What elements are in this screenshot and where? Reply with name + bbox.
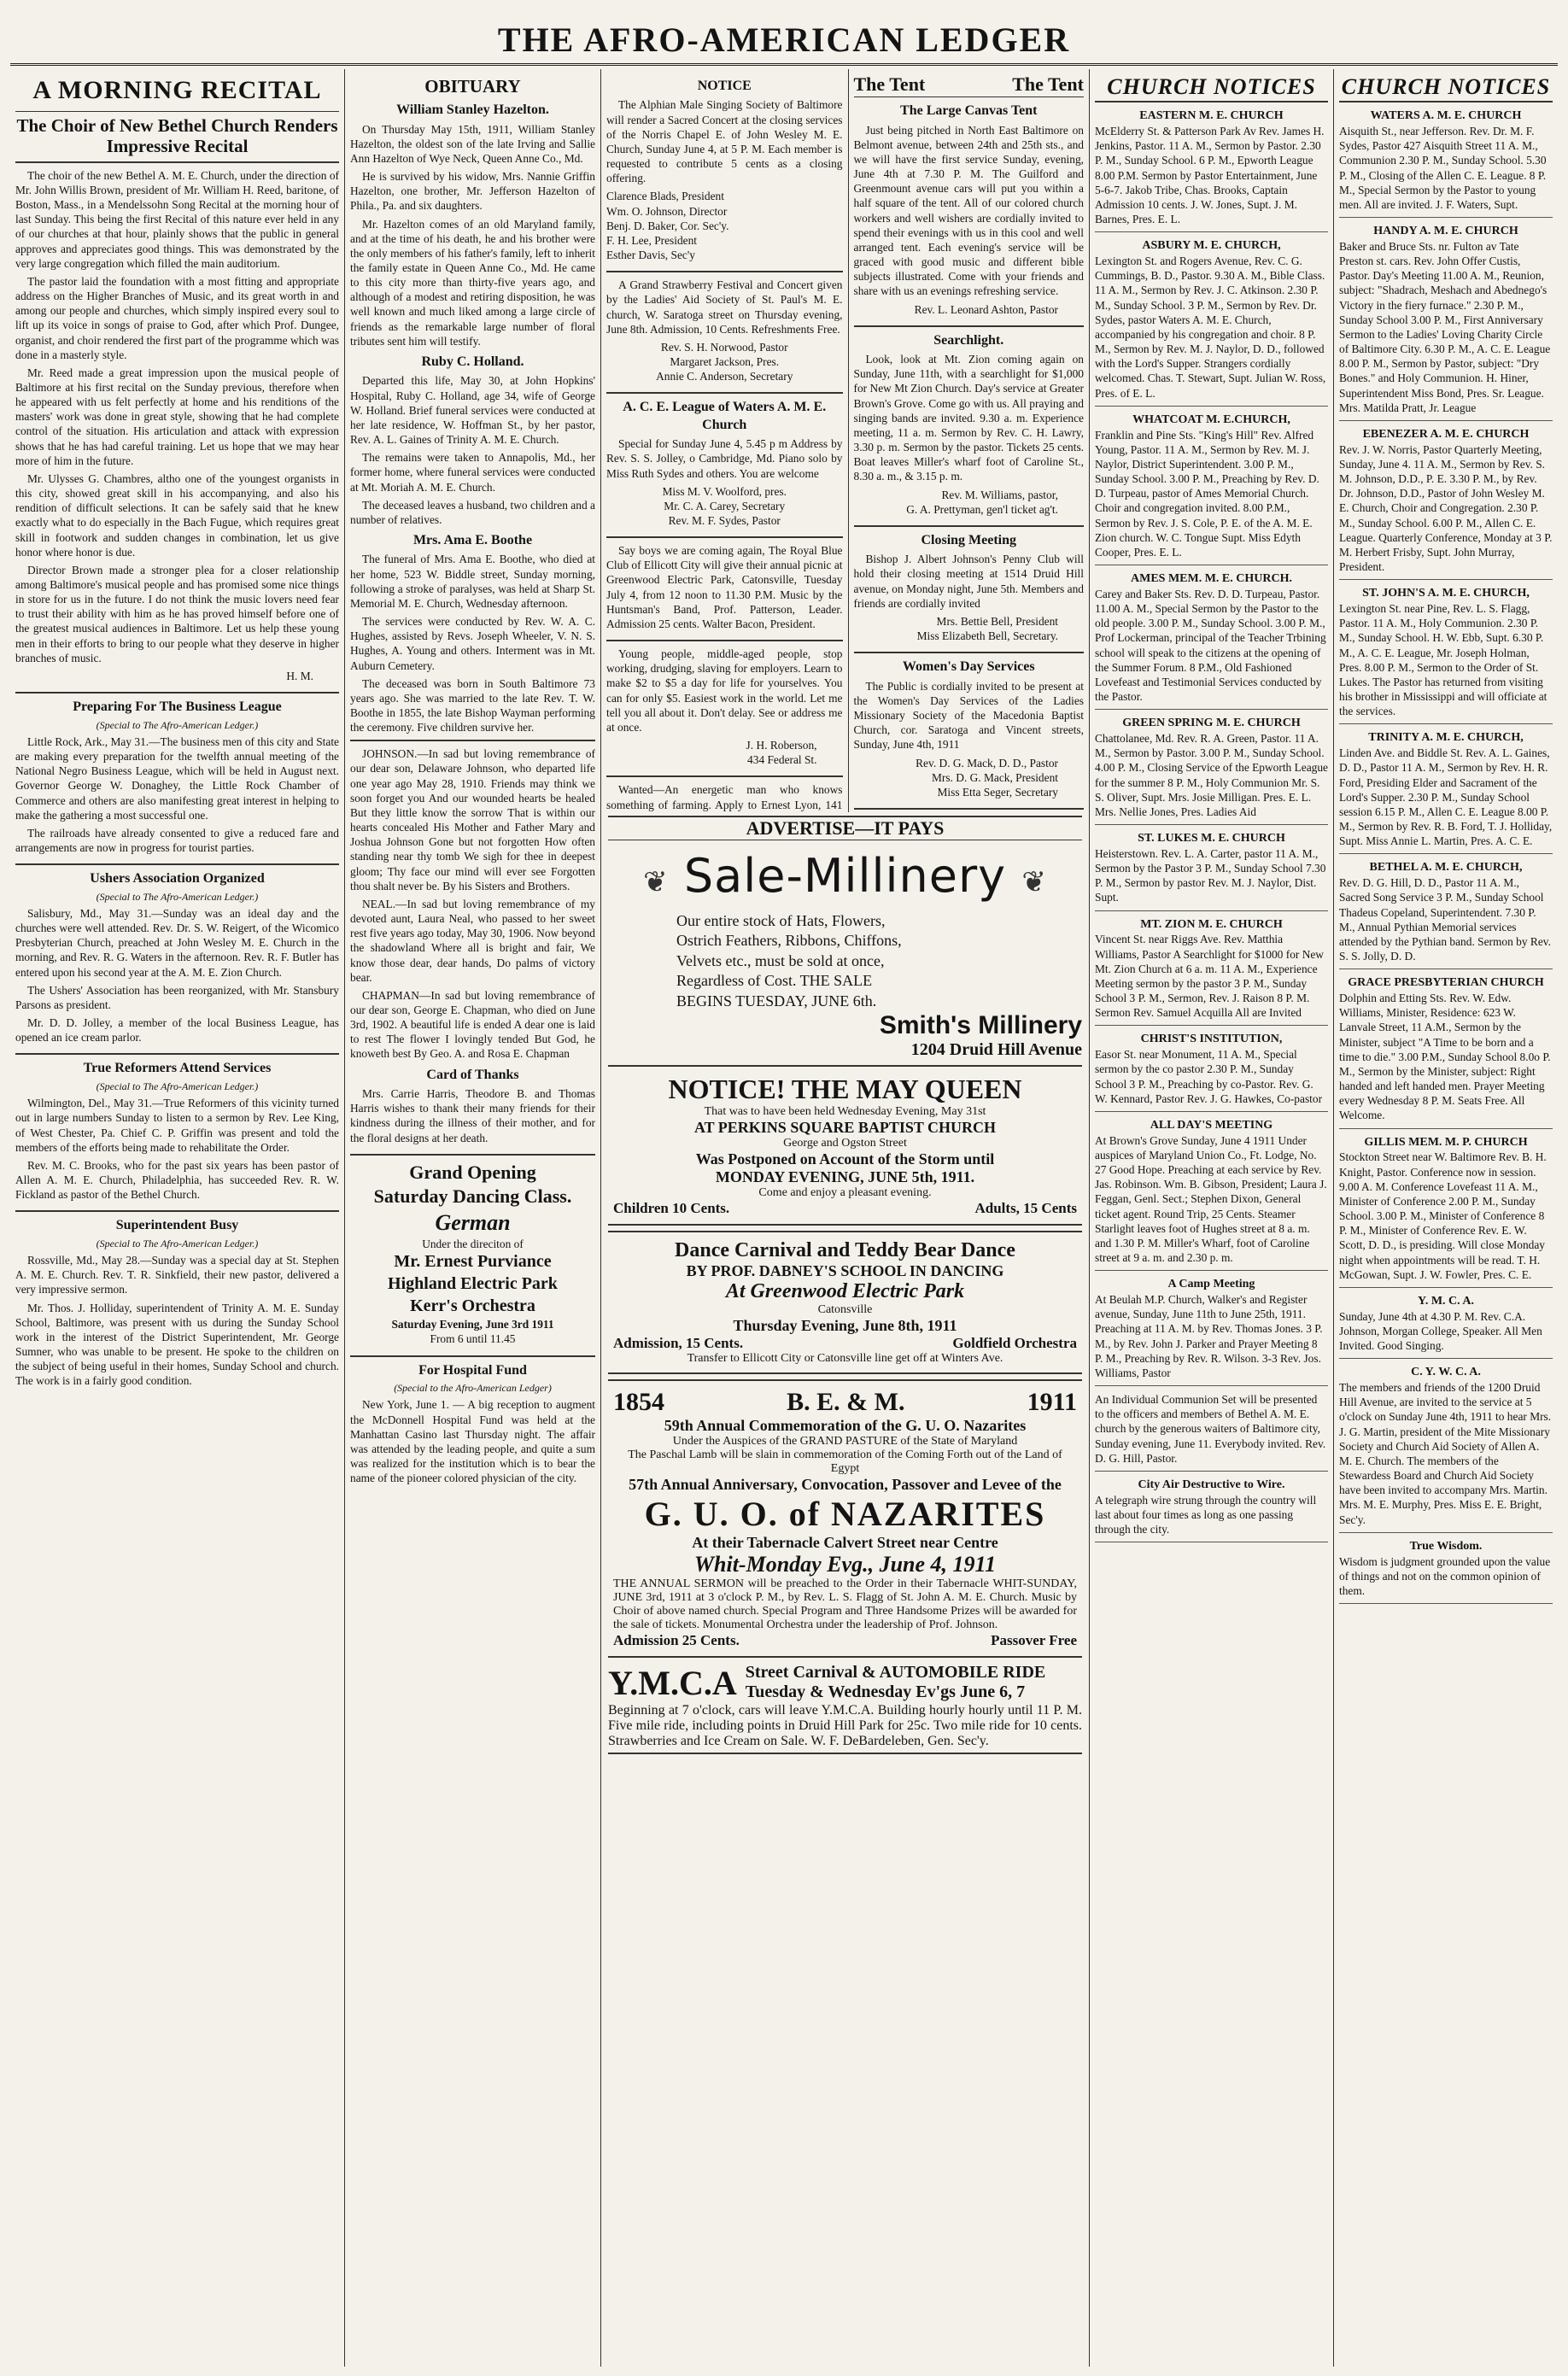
sale-body: [676, 911, 1082, 1011]
divider: [15, 1053, 339, 1055]
mayqueen-l1: That was to have been held Wednesday Evening, May 31st: [704, 1104, 986, 1118]
mayqueen-l4: Was Postponed on Account of the Storm until: [695, 1150, 995, 1168]
nazarites-1854: 1854: [613, 1387, 664, 1416]
church-notice: [1095, 106, 1328, 232]
divider: [606, 271, 843, 272]
church-name: BETHEL A. M. E. CHURCH,: [1369, 861, 1523, 875]
church-details: A telegraph wire strung through the country will last about four times as long as one passing through the city.: [1095, 1493, 1317, 1536]
strawberry-officer: Annie C. Anderson, Secretary: [656, 370, 793, 383]
opening-l1: Grand Opening: [409, 1161, 536, 1183]
church-notice: [1339, 973, 1553, 1128]
obituary-section: [350, 76, 595, 1145]
recital-signature: H. M.: [286, 669, 313, 682]
wanted-text: Wanted—An energetic man who knows something of farming. Apply to Ernest Lyon, 141: [606, 783, 843, 811]
column-4: [849, 69, 1090, 812]
nazarites-title: G. U. O. of NAZARITES: [644, 1494, 1046, 1533]
article-morning-recital: [15, 76, 339, 683]
ymca-header: [608, 1663, 1082, 1703]
dance-title: Dance Carnival and Teddy Bear Dance: [675, 1238, 1015, 1261]
strawberry-officer: Margaret Jackson, Pres.: [670, 354, 780, 368]
ymca-side: [746, 1663, 1046, 1702]
ymca-s2: Tuesday & Wednesday Ev'gs June 6, 7: [745, 1683, 1026, 1702]
church-details: Stockton Street near W. Baltimore Rev. B. H. Knight, Pastor. Conference now in session. 9.00 A. M. Conference Lovefeast 11 A. M., Minister of Conference 2.00 P. M., Sunday School. 3.00 P. M., Minister of Conference 8 P. M., Minister of Conference Rev. E. W. Scott, D. D., is presiding. Will close Monday night when appointments will be read. T. H. McGowan, Supt. J. W. Fowler, Pres. C. E.: [1339, 1150, 1547, 1281]
ace-officer: Miss M. V. Woolford, pres.: [662, 484, 787, 498]
notice-womens-day: [854, 658, 1085, 799]
thanks-text: Mrs. Carrie Harris, Theodore B. and Thomas Harris wishes to thank their many friends for their kindness during the illness of their mother, and for the floral designs at her death.: [350, 1087, 595, 1144]
church-details: Sunday, June 4th at 4.30 P. M. Rev. C.A. Johnson, Morgan College, Speaker. All Men Invited. Good Singing.: [1339, 1309, 1542, 1353]
church-details: Vincent St. near Riggs Ave. Rev. Matthia Williams, Pastor A Searchlight for $1000 for New Mt. Zion Church at 6 a. m. 11 A. M., Experience Meeting sermon by the pastor 3 P. M., Sunday School 3 P. M., Sermon, Rev. J. Raison 8 P. M. Sermon Rev. Samuel Acquilla All are Invited: [1095, 933, 1324, 1020]
canvas-sig: Rev. L. Leonard Ashton, Pastor: [914, 302, 1058, 316]
church-notice: [1095, 569, 1328, 710]
church-notice: [1339, 1362, 1553, 1532]
hospital-title: For Hospital Fund: [418, 1362, 527, 1378]
notice-ace-league: [606, 399, 843, 528]
church-name: A Camp Meeting: [1167, 1278, 1255, 1291]
article-superintendent: [15, 1217, 339, 1388]
mayqueen-prices: [613, 1200, 1077, 1217]
tent-left: The Tent: [853, 73, 926, 95]
nazarites-l3: The Paschal Lamb will be slain in commemoration of the Coming Forth out of the Land of Egypt: [628, 1448, 1062, 1475]
womens-sig: Rev. D. G. Mack, D. D., Pastor: [916, 756, 1058, 770]
church-name: WATERS A. M. E. CHURCH: [1370, 109, 1522, 123]
church-name: GREEN SPRING M. E. CHURCH: [1122, 717, 1301, 730]
opening-l3: German: [435, 1210, 511, 1236]
memorial-johnson: JOHNSON.—In sad but loving remembrance of our dear son, Delaware Johnson, who departed life one year ago May 28, 1910. Friends may think we soon forget you And our wounded hearts be healed But they little know the sorrow That is within our hearts concealed His Mother and Father Mary and Joshua Johnson Gone but not forgotten How often standing near thy tomb We sigh for thee in deepest gloom; Thy face our mind will ever see Forgotten thou shalt never be. By his Sisters and Brothers.: [350, 747, 595, 892]
searchlight-text: Look, look at Mt. Zion coming again on Sunday, June 11th, with a searchlight for $1,000 for New Mt Zion Church. Day's service at Greater Brown's Grove. Come go with us. All praying and singing bands are invited. 9.30 a. m. Experience meeting, 11 a. m. Sermon by Rev. C. H. Lawry, 3.30 p. m. Sermon by the pastor. Tickets 25 cents. Boat leaves Miller's wharf foot of Caroline St., 8.30 a. m., & 3.15 p. m.: [853, 353, 1084, 483]
superintendent-special: (Special to The Afro-American Ledger.): [96, 1237, 259, 1249]
church-notice: [1339, 1132, 1553, 1288]
church-details: McElderry St. & Patterson Park Av Rev. James H. Jenkins, Pastor. 11 A. M., Sermon by Pastor. 2.30 P. M., Sunday School. 6 P. M., Epworth League 8.00 P.M. Sermon by Pastor Entertainment, June 5-6-7. Jakob Tribe, Chas. Brooks, Captain Admission 10 cents. J. W. Jones, Supt. J. M. Barnes, Pres. E. L.: [1095, 125, 1325, 226]
church-details: Chattolanee, Md. Rev. R. A. Green, Pastor. 11 A. M., Sermon by Pastor. 3.00 P. M., Sunday School. 4.00 P. M., Closing Service of the Epworth League for the summer 8 P. M., Holy Communion Mr. S. S. Oliver, Supt. Mrs. Josie Milligan. Pres. E. L. Mrs. Nellie Jones, Pres. Ladies Aid: [1095, 732, 1328, 818]
canvas-text: Just being pitched in North East Baltimore on Belmont avenue, between 24th and 25th sts., and we will have the first service Sunday, evening, June 4th at 7.30 P. M. The Guilford and Greenmount avenue cars will put you within a half square of the tent. All of our colored church workers and well wishers are cordially invited to spend their evenings with us in this cool and well arranged tent. Each evening's service will be graced with good music and different bible subjects illustrated. Come with your friends and share with us an evenings refreshing service.: [853, 123, 1084, 298]
recital-title: A MORNING RECITAL: [15, 76, 339, 112]
notice-strawberry: [606, 278, 843, 383]
ymca-text: Beginning at 7 o'clock, cars will leave Y.M.C.A. Building hourly hourly until 11 P. M. Five mile ride, including points in Druid Hill Park for 25c. Two mile ride for 10 cents. Strawberries and Ice Cream on Sale. W. F. DeBardeleben, Gen. Sec'y.: [608, 1702, 1082, 1748]
ad-may-queen: [608, 1065, 1082, 1226]
business-text: Little Rock, Ark., May 31.—The business men of this city and State are making every preparation for the twelfth annual meeting of the National Negro Business League, which will be held in August next. Governor George W. Donaghey, the Little Rock Chamber of Commerce and others are also manifesting great interest in helping to make the gathering a most successful one.: [15, 734, 339, 822]
recital-para: The pastor laid the foundation with a most fitting and appropriate address on the Higher Branches of Music, and its great worth in and among our people and churches, which simply inspired every soul to lift up its voice in songs of praise to God, after which Prof. Dungee, organist, and choir rendered the first part of the programme which was done in a masterly style.: [15, 274, 339, 361]
ad-nazarites: [608, 1379, 1082, 1658]
nazarites-admission: Admission 25 Cents.: [613, 1631, 740, 1648]
sale-millinery-title: [608, 849, 1082, 903]
church-notice: [1095, 1029, 1328, 1112]
thanks-title: Card of Thanks: [426, 1067, 519, 1082]
business-text: The railroads have already consented to give a reduced fare and arrangements are now in progress for tourist parties.: [15, 826, 339, 855]
opening-l5: Mr. Ernest Purviance: [394, 1252, 552, 1272]
church-name: WHATCOAT M. E.CHURCH,: [1132, 413, 1290, 426]
church-notice: [1095, 915, 1328, 1027]
divider: [606, 392, 843, 394]
church-notice: [1095, 410, 1328, 565]
church-notice: [1339, 583, 1553, 724]
church-notice: [1095, 828, 1328, 911]
superintendent-text: Rossville, Md., May 28.—Sunday was a special day at St. Stephen A. M. E. Church. Rev. T. R. Sinkfield, their new pastor, delivered a very impressive sermon.: [15, 1254, 339, 1296]
church-name: ASBURY M. E. CHURCH,: [1142, 239, 1281, 253]
mayqueen-l6: Come and enjoy a pleasant evening.: [758, 1185, 932, 1199]
closing-sig: Mrs. Bettie Bell, President: [936, 614, 1058, 628]
holland-para: The remains were taken to Annapolis, Md., her former home, where funeral services were conducted at Mt. Moriah A. M. E. Church.: [350, 451, 595, 494]
nazarites-l1: 59th Annual Commemoration of the G. U. O. Nazarites: [664, 1416, 1027, 1434]
span-columns-3-4: [601, 69, 1090, 2367]
closing-sig: Miss Elizabeth Bell, Secretary.: [916, 629, 1058, 643]
masthead: [10, 17, 1558, 66]
sale-title-text: Sale-Millinery: [683, 849, 1007, 903]
church-details: At Brown's Grove Sunday, June 4 1911 Under auspices of Maryland Union Co., Ft. Lodge, No. 27 Good Hope. Preaching at each service by Rev. Jas. Robinson. Wm. B. Gibson, President; Laura J. Feggan, Genl. Sect.; Stephen Dixon, General ticket agent. Round Trip, 25 Cents. Steamer Starlight leaves foot of Hughes street at 8 a. m. and 1.30 P. M. Miller's Wharf, foot of Caroline street at 9 a. m. and 2.30 p. m.: [1095, 1133, 1327, 1265]
reformers-special: (Special to The Afro-American Ledger.): [96, 1080, 259, 1092]
masthead-title: THE AFRO-AMERICAN LEDGER: [497, 20, 1071, 59]
advertise-banner: ADVERTISE—IT PAYS: [608, 816, 1082, 840]
church-notice: [1095, 713, 1328, 825]
divider: [15, 161, 339, 163]
church-notice: [1339, 728, 1553, 854]
recital-para: The choir of the new Bethel A. M. E. Church, under the direction of Mr. John Willis Brown, president of Mr. William H. Reed, baritone, of Boston, Mass., in a Mendelssohn Song Recital at the morning hour of last Sunday. This being the first Recital of this nature ever held in any of our churches at that hour, plainly shows that the public in general approves and appreciates good things. This was demonstrated by the very large congregation which filled the main auditorium.: [15, 168, 339, 270]
young-people-sig: J. H. Roberson,: [746, 739, 817, 752]
church-notice: [1095, 1390, 1328, 1472]
church-notice: [1095, 1274, 1328, 1386]
sale-line: Our entire stock of Hats, Flowers,: [676, 912, 886, 929]
notice-alphian: [606, 78, 843, 262]
article-hospital: [350, 1362, 595, 1486]
church-details: Baker and Bruce Sts. nr. Fulton av Tate Preston st. cars. Rev. John Offer Custis, Pastor. Day's Meeting 11.00 A. M., Reunion, subject: "Shadrach, Meshach and Abednego's Victory in the fiery furnace." 2.30 P. M., Sunday School 3.00 P. M., First Anniversary Sermon to the Ladies' Loving Charity Circle of Baltimore City. 6.30 P. M., A. C. E. League 8.00 P. M., Sermon by Pastor, subject: "Dry Bones." and Holy Communion. H. Hiner, Superintendent Miss Bond, Pres. Sr. League. Mrs. Matilda Pratt, Jr. League: [1339, 240, 1551, 414]
notice-officer: Clarence Blads, President: [606, 190, 724, 203]
dance-l3: Catonsville: [817, 1302, 873, 1316]
column-5: [1090, 69, 1334, 2367]
ushers-title: Ushers Association Organized: [90, 871, 265, 887]
business-title: Preparing For The Business League: [73, 699, 282, 715]
church-notice: [1095, 236, 1328, 406]
sale-line: Velvets etc., must be sold at once,: [676, 951, 885, 969]
column-3: [601, 69, 849, 812]
flower-icon: ❦: [1021, 865, 1047, 899]
nazarites-row: [613, 1632, 1077, 1649]
superintendent-text: Mr. Thos. J. Holliday, superintendent of Trinity A. M. E. Sunday School, Baltimore, was present with us during the Sunday School work in the interest of the District Superintendent, Mr. George Sumner, who was unable to be present. He spoke to the children on the subject of being useful in their homes, Sunday School and church. The work is in a fairly good condition.: [15, 1301, 339, 1388]
church-notice: [1095, 1475, 1328, 1542]
church-notice: [1339, 221, 1553, 421]
strawberry-officer: Rev. S. H. Norwood, Pastor: [660, 340, 788, 354]
dance-l4: Thursday Evening, June 8th, 1911: [733, 1316, 957, 1334]
searchlight-title: Searchlight.: [933, 332, 1004, 348]
ymca-s1: Street Carnival & AUTOMOBILE RIDE: [745, 1663, 1046, 1683]
mayqueen-adults: Adults, 15 Cents: [974, 1199, 1077, 1216]
hazelton-para: He is survived by his widow, Mrs. Nannie Griffin Hazelton, one brother, Mr. Jefferson Hazelton of Phila., Pa. and six daughters.: [350, 170, 595, 213]
church-details: Carey and Baker Sts. Rev. D. D. Turpeau, Pastor. 11.00 A. M., Special Sermon by the Pastor to the old people. 3.00 P. M., Sunday School. 3.00 P. M., Prof Lockerman, principal of the Teacher Trbining school will speak to the citizens at the opening of the Summer Forum. 8 P.M., Old Fashioned Lovefeast and Testimonial Services conducted by the Pastor.: [1095, 587, 1326, 704]
columns: [10, 69, 1558, 2367]
church-name: City Air Destructive to Wire.: [1138, 1478, 1285, 1491]
boothe-para: The funeral of Mrs. Ama E. Boothe, who died at her home, 523 W. Biddle street, Sunday morning, following a stroke of paralyses, was held at Sharp St. Memorial M. E. Church, Wednesday afternoon.: [350, 553, 595, 610]
article-reformers: [15, 1060, 339, 1202]
church-name: EBENEZER A. M. E. CHURCH: [1362, 427, 1530, 441]
opening-l4: Under the direciton of: [422, 1238, 524, 1251]
divider: [606, 536, 843, 538]
dance-l2: At Greenwood Electric Park: [725, 1279, 965, 1302]
closing-title: Closing Meeting: [921, 532, 1017, 547]
divider: [854, 325, 1085, 327]
church-details: Easor St. near Monument, 11 A. M., Special sermon by the co pastor 2.30 P. M., Sunday School 3 P. M., Preaching by co-Pastor. Rev. G. W. Kennard, Pastor Rev. J. G. Hawkes, Co-pastor: [1095, 1048, 1323, 1105]
memorial-neal: NEAL.—In sad but loving remembrance of my devoted aunt, Laura Neal, who passed to her sweet rest five years ago today, May 30, 1906. Now beyond the shadowland Where all is bright and fair, We know those dear, dear hands, Do palms of victory bear.: [350, 897, 595, 984]
hazelton-para: Mr. Hazelton comes of an old Maryland family, and at the time of his death, he and his brother were the only members of his father's family, left to inherit the family estate in Queen Anne Co., Md. He came to this city more than thirty-five years ago, and although of a modest and retiring disposition, he was well known and much liked among a large circle of friends as the remarkable large number of floral tributes sent him will testify.: [350, 217, 595, 348]
sale-line: BEGINS TUESDAY, JUNE 6th.: [676, 992, 877, 1010]
church-notice: [1339, 1291, 1553, 1359]
hazelton-title: William Stanley Hazelton.: [396, 102, 549, 118]
young-people-sig: 434 Federal St.: [747, 753, 817, 767]
memorial-chapman: CHAPMAN—In sad but loving remembrance of our dear son, George E. Chapman, who died on June 3rd, 1902. A beautiful life is ended A dear one is laid to rest The flower I lovingly tended But God, he knoweth best By Geo. A. and Rosa E. Chapman: [350, 988, 595, 1061]
notice-searchlight: [854, 332, 1085, 517]
divider: [854, 525, 1085, 527]
divider: [854, 808, 1085, 810]
dance-orchestra: Goldfield Orchestra: [952, 1334, 1077, 1351]
dance-admission: Admission, 15 Cents.: [613, 1334, 744, 1351]
ace-text: Special for Sunday June 4, 5.45 p m Address by Rev. S. S. Jolley, o Cambridge, Md. Piano solo by Miss Ruth Sydes and others. You are welcome: [606, 437, 843, 480]
column-2: [345, 69, 601, 2367]
hazelton-para: On Thursday May 15th, 1911, William Stanley Hazelton, the oldest son of the late Irving and Sallie Ann Hazelton of Wye Neck, Queen Anne Co., Md.: [350, 122, 595, 165]
ace-officer: Rev. M. F. Sydes, Pastor: [668, 514, 781, 527]
church-notice: [1339, 424, 1553, 580]
church-details: Rev. D. G. Hill, D. D., Pastor 11 A. M., Sacred Song Service 3 P. M., Sunday School Thadeus Copeland, Superintendent. 7.30 P. M., Annual Pythian Memorial services attended by the Pythian band. Sermon by Rev. S. S. Jolly, D. D.: [1339, 876, 1551, 963]
mayqueen-title: NOTICE! THE MAY QUEEN: [668, 1073, 1022, 1104]
wide-ads: [601, 812, 1089, 2367]
mayqueen-children: Children 10 Cents.: [613, 1199, 730, 1216]
ace-officer: Mr. C. A. Carey, Secretary: [664, 499, 786, 512]
church-details: Heisterstown. Rev. L. A. Carter, pastor 11 A. M., Sermon by the Pastor 3 P. M., Sunday School 7.30 P. M., Sermon by pastor Rev. M. J. Naylor, Dist. Supt.: [1095, 846, 1326, 904]
divider: [606, 640, 843, 641]
top-split: [601, 69, 1089, 812]
divider: [350, 740, 595, 741]
church-name: ST. LUKES M. E. CHURCH: [1138, 832, 1285, 846]
ad-grand-opening: [350, 1161, 595, 1347]
holland-para: Departed this life, May 30, at John Hopkins' Hospital, Ruby C. Holland, age 34, wife of George W. Holland. Brief funeral services were conducted at her late residence, W. Hoffman St., by her pastor, Rev. A. L. Gaines of Trinity A. M. E. Church.: [350, 374, 595, 447]
church-notices-heading: CHURCH NOTICES: [1339, 73, 1553, 102]
ushers-text: The Ushers' Association has been reorganized, with Mr. Stansbury Parsons as president.: [15, 983, 339, 1011]
searchlight-sig: G. A. Prettyman, gen'l ticket ag't.: [906, 502, 1058, 516]
searchlight-sig: Rev. M. Williams, pastor,: [941, 488, 1058, 501]
sale-line: Regardless of Cost. THE SALE: [676, 972, 873, 990]
ad-wanted: [606, 782, 843, 812]
church-name: EASTERN M. E. CHURCH: [1139, 109, 1284, 123]
church-name: True Wisdom.: [1409, 1539, 1483, 1553]
church-notice: [1339, 857, 1553, 969]
church-details: Lexington St. and Rogers Avenue, Rev. C. G. Cummings, B. D., Pastor. 9.30 A. M., Bible Class. 11 A. M., Sermon by Rev. J. C. Atkinson. 2.30 P. M., Sunday School. 3 P. M., Sermon by Rev. Dr. Sydes, pastor Waters A. M. E. Church, accompanied by his congregation and choir. 8 P. M., Sermon by Rev. M. J. Naylor, D. D., followed with the Lord's Supper. Strangers cordially welcomed. Chas. T. Stewart, Supt. Julian W. Ross, Pres. of E. L.: [1095, 255, 1326, 400]
boothe-para: The deceased was born in South Baltimore 73 years ago. She was married to the late Rev. T. W. Boothe in 1855, the late Bishop Wayman performing the ceremony. Five children survive her.: [350, 676, 595, 734]
notice-closing-meeting: [854, 532, 1085, 643]
womens-text: The Public is cordially invited to be present at the Women's Day Services of the Ladies Missionary Society of the Macedonia Baptist Church, cor. Saratoga and Vincent streets, Sunday, June 4th, 1911: [853, 679, 1084, 752]
tent-right: The Tent: [1012, 73, 1084, 95]
hospital-special: (Special to the Afro-American Ledger): [394, 1382, 552, 1394]
church-details: Aisquith St., near Jefferson. Rev. Dr. M. F. Sydes, Pastor 427 Aisquith Street 11 A. M., Communion 2.30 P. M., Sunday School. 5.30 P. M., Closing of the Allen C. E. League. 8 P. M., Special Sermon by the Pastor to young men. All are invited. J. F. Waters, Supt.: [1339, 125, 1547, 211]
church-list: [1339, 106, 1553, 1604]
column-1: [10, 69, 345, 2367]
notice-officer: Esther Davis, Sec'y: [606, 249, 695, 262]
recital-para: Director Brown made a stronger plea for a closer relationship among Baltimore's musical people and has promised some nice things in store for us in the future. I do not think the music lovers need fear to trust their ability with him as he has proved himself before one of the greatest musical audiences in Baltimore. Let us help these young men in their efforts to bring to our people what they deserve in higher branches of music.: [15, 563, 339, 664]
dance-l1: BY PROF. DABNEY'S SCHOOL IN DANCING: [686, 1261, 1004, 1279]
holland-para: The deceased leaves a husband, two children and a number of relatives.: [350, 498, 595, 526]
business-special: (Special to The Afro-American Ledger.): [96, 718, 259, 731]
ad-young-people: [606, 647, 843, 767]
nazarites-l5: At their Tabernacle Calvert Street near Centre: [692, 1533, 998, 1551]
church-details: Franklin and Pine Sts. "King's Hill" Rev. Alfred Young, Pastor. 11 A. M., Sermon by Rev. M. J. Naylor, District Superintendent. 3.00 P. M., Sunday School. 3.00 P. M., Preaching by Rev. D. D. Turpeau, pastor of Ames Memorial Church. Choir and congregation invited. 8.00 P.M., Sermon by Rev. J. S. Cole, P. E. of the A. M. E. Zion church. W. C. Tongue Supt. Miss Edyth Cooper, Pres. E. L.: [1095, 428, 1319, 559]
nazarites-bem: B. E. & M.: [787, 1387, 905, 1416]
divider: [854, 652, 1085, 653]
notice-heading: NOTICE: [697, 79, 752, 93]
mayqueen-l2: AT PERKINS SQUARE BAPTIST CHURCH: [693, 1118, 997, 1136]
divider: [15, 863, 339, 865]
boothe-para: The services were conducted by Rev. W. A. C. Hughes, assisted by Revs. Joseph Wheeler, V. N. S. Hughes, A. Young and others. Interment was in Mt. Auburn Cemetery.: [350, 615, 595, 672]
reformers-text: Rev. M. C. Brooks, who for the past six years has been pastor of Allen A. M. E. Church, Philadelphia, has succeeded Rev. R. W. Fickland as pastor of the Bethel Church.: [15, 1158, 339, 1202]
nazarites-l4: 57th Annual Anniversary, Convocation, Passover and Levee of the: [629, 1475, 1062, 1493]
notice-text: The Alphian Male Singing Society of Baltimore will render a Sacred Concert at the closing services of the Norris Chapel E. of John Wesley M. E. Church, Sunday June 4, at 5 P. M. Each member is requested to contribute 5 cents as a closing offering.: [606, 98, 843, 185]
church-details: Dolphin and Etting Sts. Rev. W. Edw. Williams, Minister, Residence: 623 W. Lanvale Street, 11 A.M., Sermon by the Minister, subject "A Time to be born and a time to die." 3.00 P.M., Sunday School 8.0o P. M., Sermon by the Minister, subject: Right handed and left handed men. Prayer Meeting every Wednesday 8 P. M. Seats Free. All Welcome.: [1339, 992, 1551, 1122]
ymca-big: Y.M.C.A: [608, 1663, 737, 1702]
young-people-text: Young people, middle-aged people, stop working, drudging, slaving for employers. Learn to make $2 to $5 a day for life for yourselves. You can for only $5. Easiest work in the world. Let me tell you all about it. Don't delay. See or address me at once.: [606, 647, 843, 734]
ad-dance-carnival: [608, 1231, 1082, 1374]
royal-blue-text: Say boys we are coming again, The Royal Blue Club of Ellicott City will give their annual picnic at Greenwood Electric Park, Catonsville, Tuesday July 4, from 12 noon to 11.30 P.M. Music by the Huntsman's Band, Prof. Patterson, Leader. Admission 25 cents. Walter Bacon, President.: [606, 544, 843, 630]
ad-ymca-carnival: [608, 1663, 1082, 1754]
opening-l7: Kerr's Orchestra: [410, 1296, 535, 1315]
church-details: Linden Ave. and Biddle St. Rev. A. L. Gaines, D. D., Pastor 11 A. M., Sermon by Rev. H. R. Ford, Presiding Elder and Sacrament of the Lord's Supper. 2.30 P. M., Sunday School session 6.15 P. M., Allen C. E. League 8.00 P. M., Sermon by Rev. R. B. Ford, T. J. Holliday, Supt. Miss Annie L. Martin, Pres. A. C. E.: [1339, 746, 1553, 848]
notice-officer: Wm. O. Johnson, Director: [606, 204, 728, 218]
church-name: ST. JOHN'S A. M. E. CHURCH,: [1362, 587, 1530, 600]
sale-line: Ostrich Feathers, Ribbons, Chiffons,: [676, 932, 902, 950]
church-notice: [1339, 106, 1553, 218]
flower-icon: ❦: [643, 865, 669, 899]
nazarites-1911: 1911: [1027, 1387, 1077, 1416]
article-ushers: [15, 870, 339, 1045]
closing-text: Bishop J. Albert Johnson's Penny Club will hold their closing meeting at 1514 Druid Hill avenue, on Monday night, June 5th. Members and friends are cordially invited: [853, 553, 1084, 610]
mayqueen-l5: MONDAY EVENING, JUNE 5th, 1911.: [715, 1168, 975, 1185]
womens-sig: Miss Etta Seger, Secretary: [937, 785, 1058, 799]
divider: [350, 1355, 595, 1357]
opening-l8: Saturday Evening, June 3rd 1911: [391, 1318, 554, 1331]
nazarites-passover: Passover Free: [991, 1631, 1077, 1648]
church-name: ALL DAY'S MEETING: [1150, 1118, 1273, 1132]
notice-royal-blue: [606, 543, 843, 631]
church-name: HANDY A. M. E. CHURCH: [1373, 225, 1518, 238]
hospital-text: New York, June 1. — A big reception to augment the McDonnell Hospital Fund was held at the Manhattan Casino last Thursday night. The affair was attended by the leading people, and quite a sum was realized for the institution which is to bear the name of the pioneer colored physician of the city.: [350, 1398, 595, 1485]
recital-para: Mr. Reed made a great impression upon the musical people of Baltimore at his first recital on the Sunday previous, therefore when he appeared with us felt perfectly at home and his renditions of the masters' work was done in great style, showing that he had complete control of the situation. His articulation and attack with expression shows that he has had careful training. Let us hope that we may hear more of him in the future.: [15, 366, 339, 467]
notice-officer: Benj. D. Baker, Cor. Sec'y.: [606, 219, 729, 232]
reformers-text: Wilmington, Del., May 31.—True Reformers of this vicinity turned out in large numbers Sunday to listen to a sermon by Rev. Lee King, of West Chester, Pa. Chief C. P. Griffin was present and told the members of the efforts being made to rehabilitate the Order.: [15, 1097, 339, 1154]
church-details: An Individual Communion Set will be presented to the officers and members of Bethel A. M. E. church by the generous waiters of Baltimore city, Sunday evening, June 11. Everybody invited. Rev. D. G. Hill, Pastor.: [1095, 1393, 1326, 1465]
church-name: GILLIS MEM. M. P. CHURCH: [1364, 1135, 1528, 1149]
church-details: Lexington St. near Pine, Rev. L. S. Flagg, Pastor. 11 A. M., Holy Communion. 2.30 P. M., Sunday School. H. W. Ebb, Supt. 6.30 P. M., A. C. E. League, Mr. Joseph Holman, Pres. 8.00 P. M., Sermon to the Order of St. Lukes. The Pastor has returned from visiting his brother in Mississippi and will officiate at the services.: [1339, 602, 1548, 718]
church-details: At Beulah M.P. Church, Walker's and Register avenue, Sunday, June 11th to June 25th, 1911. Preaching at 11 A. M. by Rev. Thomas Jones. 3 P. M., by Rev. John J. Parker and Prayer Meeting 8 P. M., Preaching by Rev. R. Wilson. 3-3 Rev. Jos. Williams, Pastor: [1095, 1293, 1323, 1379]
holland-title: Ruby C. Holland.: [421, 354, 524, 369]
opening-l6: Highland Electric Park: [388, 1274, 558, 1294]
ushers-text: Mr. D. D. Jolley, a member of the local Business League, has opened an ice cream parlor.: [15, 1016, 339, 1045]
dance-l5: Transfer to Ellicott City or Catonsville line get off at Winters Ave.: [687, 1351, 1003, 1365]
church-details: Wisdom is judgment grounded upon the value of things and not on the common opinion of them.: [1339, 1554, 1551, 1597]
dance-row: [613, 1335, 1077, 1352]
church-name: Y. M. C. A.: [1418, 1294, 1474, 1308]
church-details: The members and friends of the 1200 Druid Hill Avenue, are invited to the service at 5 o'clock on Sunday June 4th, 1911 to hear Mrs. J. G. Martin, president of the Mite Missionary Society and Church Aid Society of Allen A. M. E. Church. The members of the Stewardess Board and Church Aid Society have been invited to accompany Mrs. Martin. Mrs. M. E. Murphy, Pres. Miss E. E. Bright, Sec'y.: [1339, 1381, 1552, 1526]
church-notice: [1339, 1536, 1553, 1604]
ushers-special: (Special to The Afro-American Ledger.): [96, 890, 259, 903]
notice-officer: F. H. Lee, President: [606, 233, 698, 247]
divider: [350, 1154, 595, 1156]
smith-millinery: Smith's Millinery: [879, 1010, 1082, 1039]
nazarites-l2: Under the Auspices of the GRAND PASTURE of the State of Maryland: [672, 1434, 1018, 1448]
tent-header: [854, 73, 1085, 97]
opening-l2: Saturday Dancing Class.: [373, 1185, 572, 1207]
recital-headline: The Choir of New Bethel Church Renders Impressive Recital: [16, 114, 338, 156]
superintendent-title: Superintendent Busy: [115, 1218, 239, 1233]
boothe-title: Mrs. Ama E. Boothe: [412, 532, 533, 547]
column-6: [1334, 69, 1558, 2367]
church-name: GRACE PRESBYTERIAN CHURCH: [1348, 976, 1544, 990]
nazarites-l7: THE ANNUAL SERMON will be preached to the Order in their Tabernacle WHIT-SUNDAY, JUNE 3rd, 1911 at 3 o'clock P. M., by Rev. L. S. Flagg of St. John A. M. E. Church. Music by Choir of above named church. Special Program and Three Handsome Prizes will be awarded for the sale of tickets. Monumental Orchestra under the leadership of Prof. Johnson.: [613, 1577, 1077, 1631]
church-notice: [1095, 1115, 1328, 1271]
church-name: MT. ZION M. E. CHURCH: [1140, 917, 1283, 931]
womens-sig: Mrs. D. G. Mack, President: [931, 770, 1058, 784]
divider: [15, 692, 339, 693]
divider: [15, 1210, 339, 1212]
church-list: [1095, 106, 1328, 1542]
church-name: C. Y. W. C. A.: [1411, 1366, 1481, 1379]
strawberry-text: A Grand Strawberry Festival and Concert given by the Ladies' Aid Society of St. Paul's M. E. church, W. Saratoga street on Thursday evening, June 8th. Admission, 10 Cents. Refreshments Free.: [606, 278, 843, 336]
church-details: Rev. J. W. Norris, Pastor Quarterly Meeting, Sunday, June 4. 11 A. M., Sermon by Rev. S. M. Johnson, D.D., P. E. 3.30 P. M., by Rev. Dr. Johnson, D.D., Pastor of John Wesley M. E. Church, Choir and Congregation. 2.30 P. M., Sunday School. 6.00 P. M., Allen C. E. League. Quarterly Conference, Monday at 3 P. M. Herbert Frisby, Supt. John Murray, President.: [1339, 442, 1553, 574]
reformers-title: True Reformers Attend Services: [83, 1061, 272, 1076]
canvas-title: The Large Canvas Tent: [900, 103, 1038, 119]
church-notices-heading: CHURCH NOTICES: [1095, 73, 1328, 102]
recital-para: Mr. Ulysses G. Chambres, altho one of the youngest organists in this city, showed great skill in his accompanying, and also his rendition of difficult selections. It can be safely said that he knew exactly what to do especially in the Bach Fugue, which requires great skill in footwork and sudden changes in combination, let us give honor where honor is due.: [15, 471, 339, 559]
ace-title: A. C. E. League of Waters A. M. E. Church: [623, 400, 827, 432]
notice-canvas-tent: [854, 102, 1085, 317]
opening-l9: From 6 until 11.45: [430, 1332, 516, 1346]
ushers-text: Salisbury, Md., May 31.—Sunday was an ideal day and the churches were well attended. Rev. Dr. S. W. Reigert, of the Wicomico Presbyterian Church, preached at John Wesley M. E. Church in the morning, and Rev. R. G. Waters in the afternoon. Rev. R. F. Butler has entered upon his second year at the A. M. E. Zion Church.: [15, 907, 339, 979]
smith-address: 1204 Druid Hill Avenue: [910, 1039, 1082, 1059]
church-name: TRINITY A. M. E. CHURCH,: [1368, 731, 1524, 745]
obituary-heading: OBITUARY: [424, 76, 521, 97]
womens-title: Women's Day Services: [902, 659, 1035, 675]
nazarites-header: [613, 1388, 1077, 1417]
church-name: CHRIST'S INSTITUTION,: [1140, 1033, 1283, 1046]
church-name: AMES MEM. M. E. CHURCH.: [1131, 572, 1292, 586]
mayqueen-l3: George and Ogston Street: [783, 1136, 907, 1150]
nazarites-l6: Whit-Monday Evg., June 4, 1911: [693, 1551, 997, 1577]
article-business-league: [15, 699, 339, 855]
divider: [606, 775, 843, 777]
